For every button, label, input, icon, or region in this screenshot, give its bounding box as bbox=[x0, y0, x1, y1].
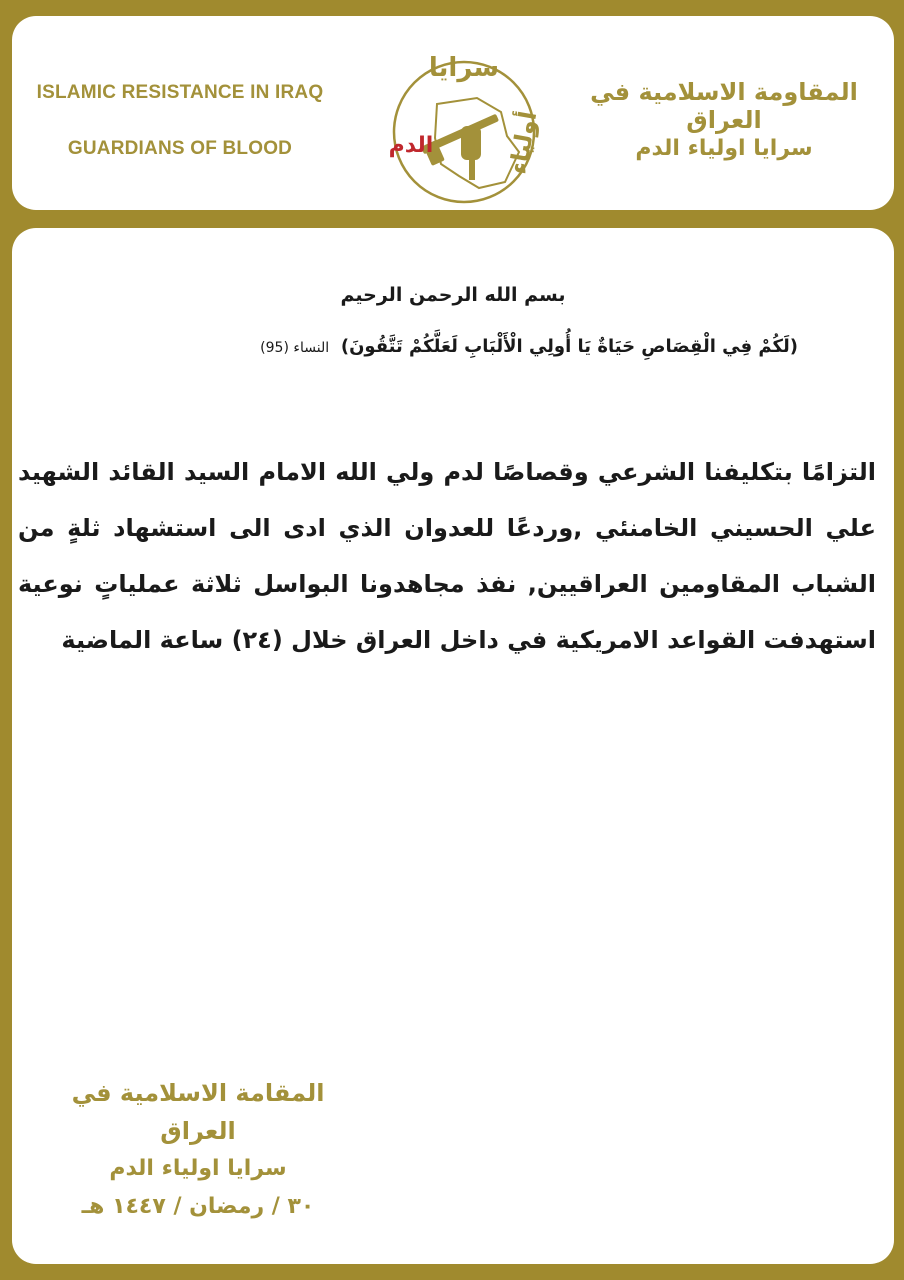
header-arabic-subtitle: سرايا اولياء الدم bbox=[635, 136, 813, 161]
header-arabic-title: المقاومة الاسلامية في العراق bbox=[590, 78, 858, 134]
quran-verse bbox=[260, 336, 798, 357]
header-english-subtitle: GUARDIANS OF BLOOD bbox=[67, 138, 293, 159]
organization-logo bbox=[379, 34, 549, 216]
statement-document bbox=[12, 228, 894, 1264]
basmala: بسم الله الرحمن الرحيم bbox=[340, 284, 566, 306]
header-banner bbox=[12, 16, 894, 210]
signature-organization: المقامة الاسلامية في العراق bbox=[71, 1079, 325, 1145]
logo-text-top: سرايا bbox=[428, 53, 500, 83]
verse-text: (لَكُمْ فِي الْقِصَاصِ حَيَاةٌ يَا أُولِي الْأَلْبَابِ لَعَلَّكُمْ تَتَّقُونَ) bbox=[340, 336, 798, 357]
logo-text-left: الدم bbox=[388, 133, 434, 158]
signature-block bbox=[48, 1074, 348, 1226]
logo-text-right: أولياء bbox=[503, 109, 543, 177]
verse-reference: النساء (95) bbox=[260, 340, 330, 356]
signature-date: ٣٠ / رمضان / ١٤٤٧ هـ bbox=[81, 1194, 315, 1219]
statement-body: التزامًا بتكليفنا الشرعي وقصاصًا لدم ولي الله الامام السيد القائد الشهيد علي الحسيني الخامنئي ,وردعًا للعدوان الذي ادى الى استشهاد ثلةٍ من الشباب المقاومين العراقيين, نفذ مجاهدونا البواسل ثلاثة عملياتٍ نوعية استهدفت القواعد الامريكية في داخل العراق خلال (٢٤) ساعة الماضية bbox=[18, 458, 876, 654]
signature-brigade: سرايا اولياء الدم bbox=[109, 1156, 287, 1181]
header-english-title: ISLAMIC RESISTANCE IN IRAQ bbox=[36, 82, 324, 103]
